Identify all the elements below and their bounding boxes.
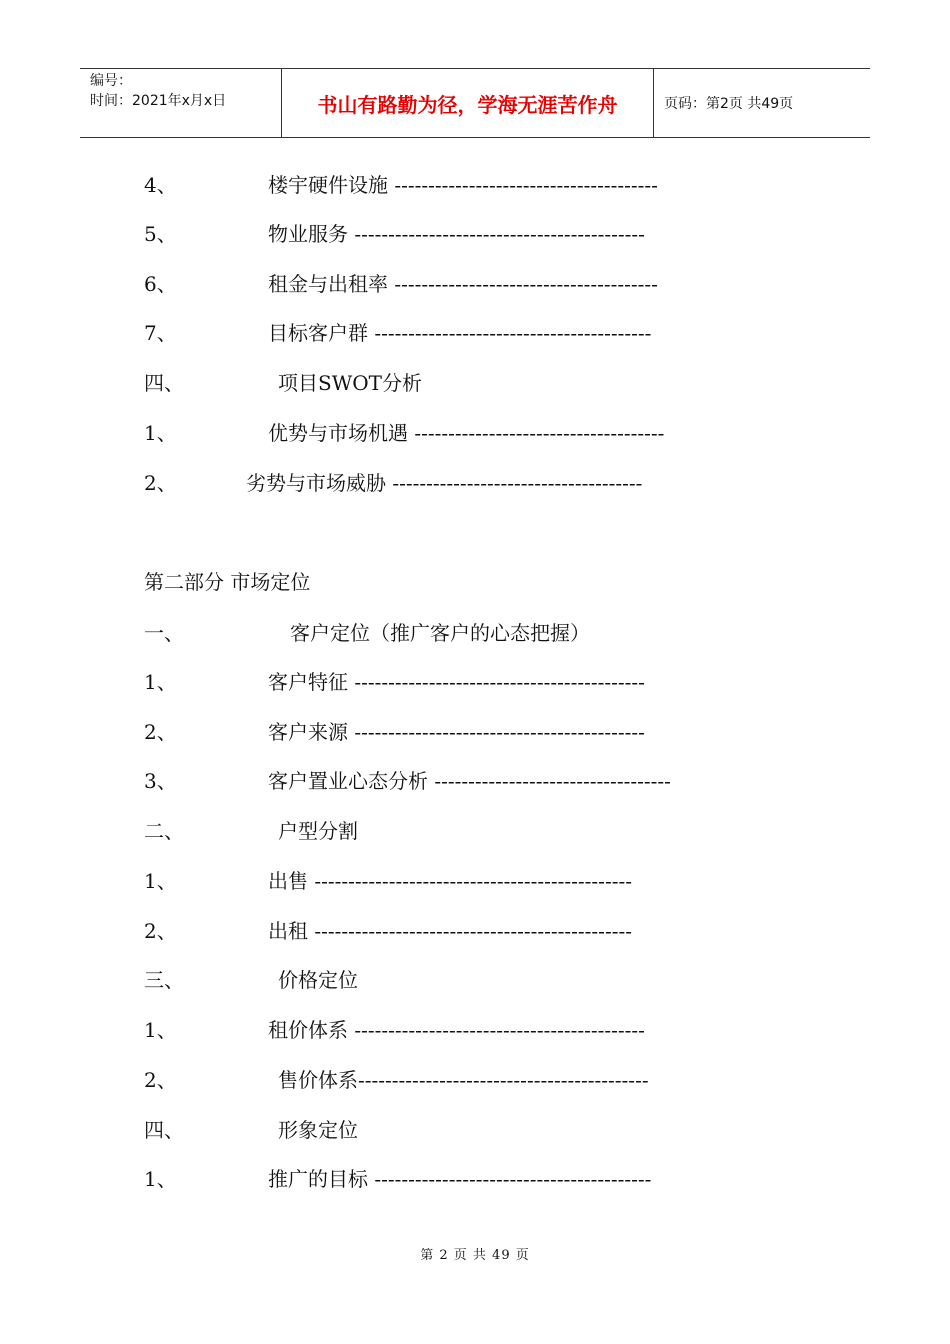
toc-text: 客户定位（推广客户的心态把握）	[290, 621, 590, 645]
number-label: 编号：	[90, 73, 132, 89]
toc-text: 出租 -----------------------------------------------	[268, 919, 632, 943]
toc-item	[0, 1065, 950, 1095]
toc-item	[0, 269, 950, 299]
toc-number: 2、	[144, 720, 177, 744]
toc-text: 价格定位	[278, 968, 358, 992]
toc-item	[0, 1164, 950, 1194]
toc-number: 4、	[144, 173, 177, 197]
toc-number: 1、	[144, 869, 177, 893]
toc-text: 劣势与市场威胁 -------------------------------------	[246, 471, 643, 495]
header-page-info: 页码：第2页 共49页	[664, 96, 794, 112]
toc-text: 租金与出租率 ---------------------------------------	[268, 272, 658, 296]
toc-number: 2、	[144, 471, 177, 495]
toc-number: 一、	[144, 621, 184, 645]
toc-item	[0, 916, 950, 946]
toc-number: 1、	[144, 421, 177, 445]
toc-item	[0, 318, 950, 348]
page-header	[80, 68, 870, 138]
toc-number: 5、	[144, 222, 177, 246]
toc-text: 优势与市场机遇 -------------------------------------	[268, 421, 665, 445]
time-label: 时间：2021年x月x日	[90, 93, 227, 109]
toc-number: 三、	[144, 968, 184, 992]
toc-item	[0, 418, 950, 448]
toc-number: 1、	[144, 1018, 177, 1042]
section-title: 第二部分 市场定位	[144, 570, 311, 594]
toc-item	[0, 170, 950, 200]
toc-item	[0, 717, 950, 747]
toc-number: 四、	[144, 1118, 184, 1142]
toc-text: 形象定位	[278, 1118, 358, 1142]
toc-item	[0, 766, 950, 796]
toc-item	[0, 965, 950, 995]
toc-number: 6、	[144, 272, 177, 296]
toc-item	[0, 667, 950, 697]
toc-text: 出售 -----------------------------------------------	[268, 869, 632, 893]
toc-text: 租价体系 -------------------------------------------	[268, 1018, 645, 1042]
toc-number: 3、	[144, 769, 177, 793]
toc-number: 1、	[144, 1167, 177, 1191]
toc-item	[0, 618, 950, 648]
toc-number: 四、	[144, 371, 184, 395]
toc-text: 楼宇硬件设施 ---------------------------------------	[268, 173, 658, 197]
toc-item	[0, 219, 950, 249]
toc-item	[0, 368, 950, 398]
page-footer: 第 2 页 共 49 页	[420, 1248, 530, 1263]
section-heading	[0, 567, 950, 597]
toc-item	[0, 866, 950, 896]
toc-text: 售价体系-------------------------------------------	[278, 1068, 649, 1092]
toc-number: 2、	[144, 919, 177, 943]
toc-number: 1、	[144, 670, 177, 694]
toc-text: 户型分割	[278, 819, 358, 843]
toc-item	[0, 816, 950, 846]
toc-text: 目标客户群 -----------------------------------------	[268, 321, 652, 345]
toc-number: 二、	[144, 819, 184, 843]
toc-text: 推广的目标 -----------------------------------------	[268, 1167, 652, 1191]
toc-number: 7、	[144, 321, 177, 345]
toc-text: 客户特征 -------------------------------------------	[268, 670, 645, 694]
toc-text: 客户来源 -------------------------------------------	[268, 720, 645, 744]
toc-text: 物业服务 -------------------------------------------	[268, 222, 645, 246]
toc-item	[0, 1015, 950, 1045]
toc-item	[0, 1115, 950, 1145]
toc-number: 2、	[144, 1068, 177, 1092]
toc-text: 项目SWOT分析	[278, 371, 422, 395]
header-meta	[80, 69, 282, 137]
toc-item	[0, 468, 950, 498]
toc-text: 客户置业心态分析 -----------------------------------	[268, 769, 671, 793]
header-motto: 书山有路勤为径，学海无涯苦作舟	[282, 69, 654, 137]
